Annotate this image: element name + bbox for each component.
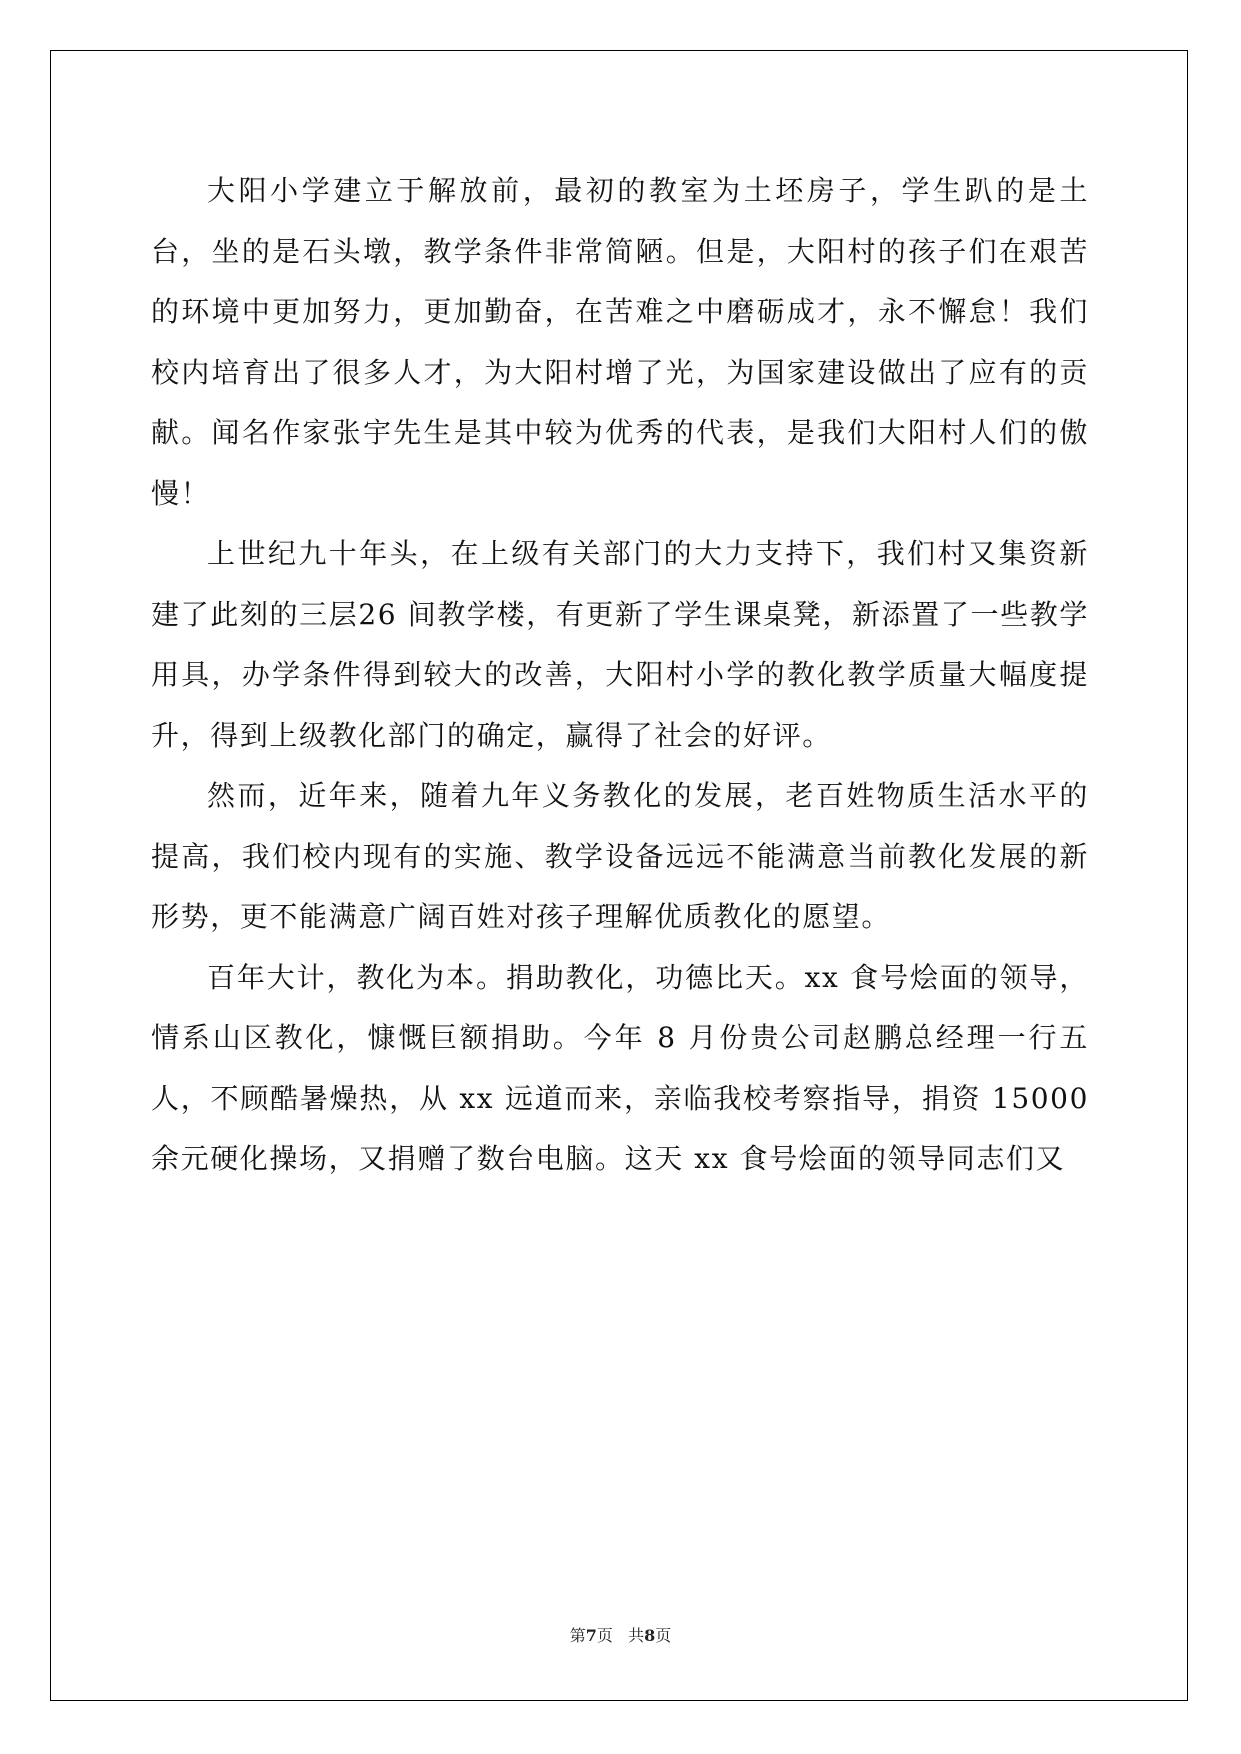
current-page-number: 7: [585, 1626, 597, 1645]
page-mid: 页 共: [596, 1626, 645, 1645]
paragraph-2: 上世纪九十年头，在上级有关部门的大力支持下，我们村又集资新建了此刻的三层26 间教学楼，有更新了学生课桌凳，新添置了一些教学用具，办学条件得到较大的改善，大阳村小学的教化教学质量大幅度提升，得到上级教化部门的确定，赢得了社会的好评。: [151, 537, 1089, 752]
paragraph-1: 大阳小学建立于解放前，最初的教室为土坯房子，学生趴的是土台，坐的是石头墩，教学条件非常简陋。但是，大阳村的孩子们在艰苦的环境中更加努力，更加勤奋，在苦难之中磨砺成才，永不懈怠！我们校内培育出了很多人才，为大阳村增了光，为国家建设做出了应有的贡献。闻名作家张宇先生是其中较为优秀的代表，是我们大阳村人们的傲慢！: [151, 174, 1089, 510]
page-footer: [0, 1623, 1241, 1646]
total-pages-number: 8: [644, 1626, 656, 1645]
paragraph-4: 百年大计，教化为本。捐助教化，功德比天。xx 食号烩面的领导，情系山区教化，慷慨巨额捐助。今年 8 月份贵公司赵鹏总经理一行五人，不顾酷暑燥热，从 xx 远道而来，亲临我校考察指导，捐资 15000余元硬化操场，又捐赠了数台电脑。这天 xx 食号烩面的领导同志们又: [151, 960, 1089, 1175]
document-body: [151, 161, 1089, 1190]
page-suffix: 页: [655, 1626, 672, 1645]
paragraph-3: 然而，近年来，随着九年义务教化的发展，老百姓物质生活水平的提高，我们校内现有的实施、教学设备远远不能满意当前教化发展的新形势，更不能满意广阔百姓对孩子理解优质教化的愿望。: [151, 779, 1089, 933]
page-prefix: 第: [569, 1626, 586, 1645]
